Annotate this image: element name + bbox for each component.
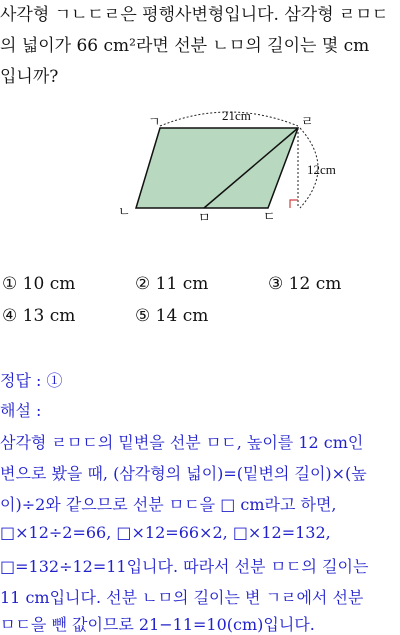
choice-number: ⑤ — [135, 306, 151, 326]
solution-line-5: □=132÷12=11입니다. 따라서 선분 ㅁㄷ의 길이는 — [0, 557, 369, 576]
choice-text: 13 cm — [22, 306, 76, 326]
solution-line-3: 이)÷2와 같으므로 선분 ㅁㄷ을 □ cm라고 하면, — [0, 495, 337, 514]
vertex-label-d: ㄷ — [263, 210, 276, 225]
question-line-3: 입니까? — [0, 67, 59, 87]
choice-text: 10 cm — [22, 274, 76, 294]
vertex-label-m: ㅁ — [198, 211, 211, 226]
choice-2[interactable] — [135, 274, 208, 294]
solution-line-6: 11 cm입니다. 선분 ㄴㅁ의 길이는 변 ㄱㄹ에서 선분 — [0, 588, 364, 607]
right-angle-mark — [290, 200, 298, 208]
choice-number: ① — [2, 274, 18, 294]
label-height-length: 12cm — [307, 162, 336, 177]
choice-text: 12 cm — [288, 274, 342, 294]
vertex-label-n: ㄴ — [118, 205, 131, 220]
choice-number: ④ — [2, 306, 18, 326]
answer-label: 정답 : ① — [0, 371, 63, 390]
vertex-label-r: ㄹ — [301, 115, 314, 130]
solution-line-7: ㅁㄷ을 뺀 값이므로 21−11=10(cm)입니다. — [0, 615, 315, 634]
choice-4[interactable] — [2, 306, 75, 326]
solution-line-4: □×12÷2=66, □×12=66×2, □×12=132, — [0, 523, 331, 542]
explanation-label: 해설 : — [0, 401, 42, 420]
question-line-2: 의 넓이가 66 cm²라면 선분 ㄴㅁ의 길이는 몇 cm — [0, 36, 370, 56]
label-top-length: 21cm — [222, 108, 251, 123]
choice-number: ② — [135, 274, 151, 294]
vertex-label-g: ㄱ — [148, 115, 161, 130]
choice-text: 11 cm — [155, 274, 209, 294]
question-line-1: 사각형 ㄱㄴㄷㄹ은 평행사변형입니다. 삼각형 ㄹㅁㄷ — [0, 5, 389, 25]
choice-number: ③ — [268, 274, 284, 294]
parallelogram-figure — [0, 0, 400, 240]
choice-5[interactable] — [135, 306, 208, 326]
solution-line-2: 변으로 봤을 때, (삼각형의 넓이)=(밑변의 길이)×(높 — [0, 464, 367, 483]
choice-text: 14 cm — [155, 306, 209, 326]
choice-1[interactable] — [2, 274, 75, 294]
choice-3[interactable] — [268, 274, 341, 294]
solution-line-1: 삼각형 ㄹㅁㄷ의 밑변을 선분 ㅁㄷ, 높이를 12 cm인 — [0, 433, 364, 452]
